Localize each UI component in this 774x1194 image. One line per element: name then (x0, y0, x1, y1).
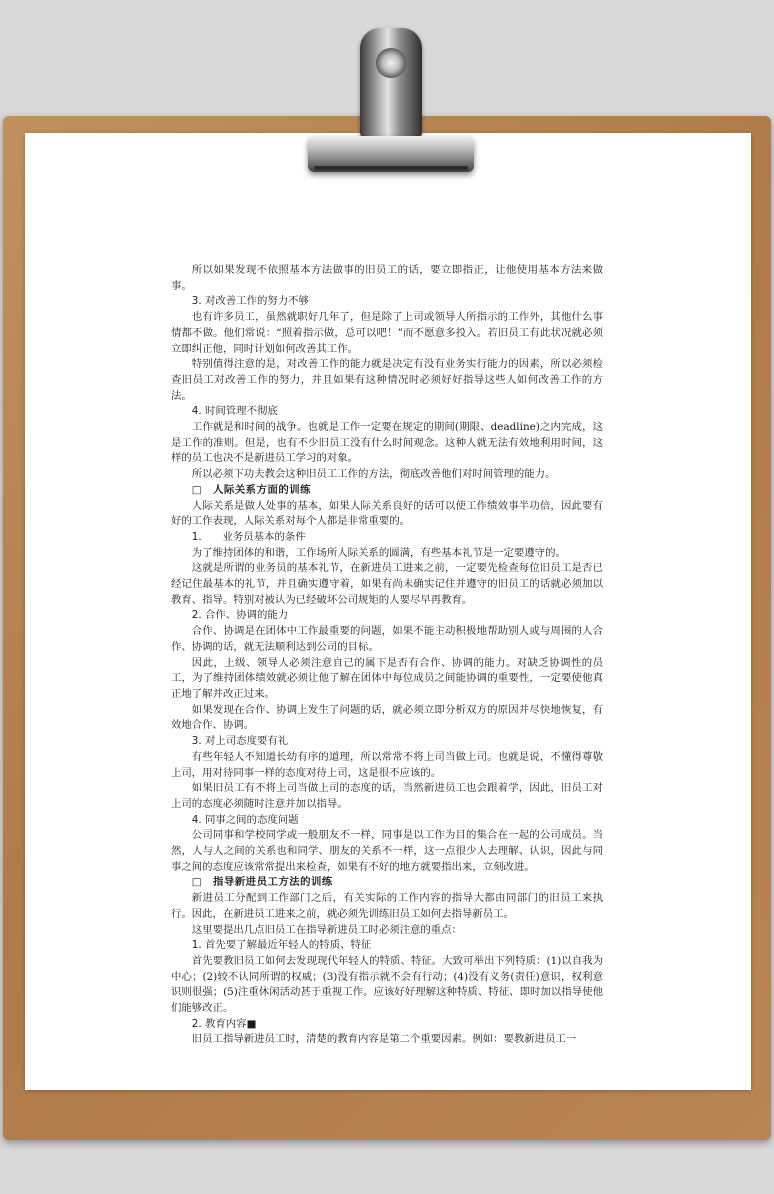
paragraph: 合作、协调是在团体中工作最重要的问题，如果不能主动积极地帮助别人或与周围的人合作、协调的话，就无法顺利达到公司的目标。 (171, 625, 603, 653)
subheading: 4. 时间管理不彻底 (191, 405, 278, 418)
binder-clip-base (308, 136, 474, 172)
subheading: 4. 同事之间的态度问题 (191, 813, 299, 826)
subheading: 2. 合作、协调的能力 (191, 609, 289, 622)
subheading: 3. 对改善工作的努力不够 (191, 295, 309, 308)
binder-clip-edge (314, 166, 468, 170)
paragraph: 首先要教旧员工如何去发现现代年轻人的特质、特征。大致可举出下列特质：(1)以自我为中心；(2)较不认同所谓的权威；(3)没有指示就不会有行动；(4)没有义务(责任)意识，权利意识则很强；(5)注重休闲活动甚于重视工作。应该好好理解这种特质、特征、即时加以指导使他们能够改正。 (171, 954, 603, 1015)
paragraph: 所以如果发现不依照基本方法做事的旧员工的话，要立即指正，让他使用基本方法来做事。 (171, 264, 603, 292)
document-body (171, 263, 603, 1048)
paragraph: 如果旧员工有不将上司当做上司的态度的话，当然新进员工也会跟着学，因此，旧员工对上司的态度必须随时注意并加以指导。 (171, 782, 603, 810)
paragraph: 如果发现在合作、协调上发生了问题的话，就必须立即分析双方的原因并尽快地恢复，有效地合作、协调。 (171, 703, 603, 732)
paragraph: 这里要提出几点旧员工在指导新进员工时必须注意的重点： (191, 923, 462, 936)
paragraph: 公司同事和学校同学或一般朋友不一样，同事是以工作为目的集合在一起的公司成员。当然，人与人之间的关系也和同学、朋友的关系不一样，这一点很少人去理解、认识，因此与同事之间的态度应该常常提出来检查，如果有不好的地方就要指出来，立刻改进。 (171, 829, 603, 873)
paragraph: 所以必须下功夫教会这种旧员工工作的方法，彻底改善他们对时间管理的能力。 (191, 468, 556, 481)
binder-clip (308, 28, 474, 178)
paragraph: 因此，上级、领导人必须注意自己的属下是否有合作、协调的能力。对缺乏协调性的员工，为了维持团体绩效就必须让他了解在团体中每位成员之间能协调的重要性，一定要使他真正地了解并改正过来。 (171, 656, 603, 700)
paragraph: 为了维持团体的和谐，工作场所人际关系的圆满，有些基本礼节是一定要遵守的。 (191, 546, 566, 559)
paragraph: 工作就是和时间的战争。也就是工作一定要在规定的期间(期限、deadline)之内完成，这是工作的准则。但是，也有不少旧员工没有什么时间观念。这种人就无法有效地利用时间，这样的员工也决不是新进员工学习的对象。 (171, 421, 603, 465)
subheading: 1. 业务员基本的条件 (191, 530, 306, 543)
binder-clip-hole (376, 48, 406, 78)
section-heading: □ 指导新进员工方法的训练 (191, 876, 333, 889)
paragraph: 新进员工分配到工作部门之后，有关实际的工作内容的指导大都由同部门的旧员工来执行。因此，在新进员工进来之前，就必须先训练旧员工如何去指导新员工。 (171, 892, 603, 920)
subheading: 1. 首先要了解最近年轻人的特质、特征 (191, 939, 372, 952)
paragraph: 这就是所谓的业务员的基本礼节，在新进员工进来之前，一定要先检查每位旧员工是否已经记住最基本的礼节，并且确实遵守着，如果有尚未确实记住并遵守的旧员工的话就必须加以教育、指导。特别对被认为已经破坏公司规矩的人要尽早再教育。 (171, 562, 603, 606)
binder-clip-handle (360, 28, 422, 140)
subheading: 2. 教育内容■ (191, 1017, 257, 1030)
paragraph: 旧员工指导新进员工时，清楚的教育内容是第二个重要因素。例如：要教新进员工一 (191, 1033, 577, 1046)
paragraph: 也有许多员工，虽然就职好几年了，但是除了上司或领导人所指示的工作外，其他什么事情都不做。他们常说：“照着指示做，总可以吧！”而不愿意多投入。若旧员工有此状况就必须立即纠正他，同时计划如何改善其工作。 (171, 311, 603, 355)
paragraph: 人际关系是做人处事的基本，如果人际关系良好的话可以使工作绩效事半功倍，因此要有好的工作表现，人际关系对每个人都是非常重要的。 (171, 499, 603, 528)
paragraph: 有些年轻人不知道长幼有序的道理，所以常常不将上司当做上司。也就是说，不懂得尊敬上司，用对待同事一样的态度对待上司，这是很不应该的。 (171, 750, 603, 779)
subheading: 3. 对上司态度要有礼 (191, 735, 289, 748)
section-heading: □ 人际关系方面的训练 (191, 483, 312, 496)
paragraph: 特别值得注意的是，对改善工作的能力就是决定有没有业务实行能力的因素，所以必须检查旧员工对改善工作的努力，并且如果有这种情况时必须好好指导这些人如何改善工作的方法。 (171, 358, 603, 402)
